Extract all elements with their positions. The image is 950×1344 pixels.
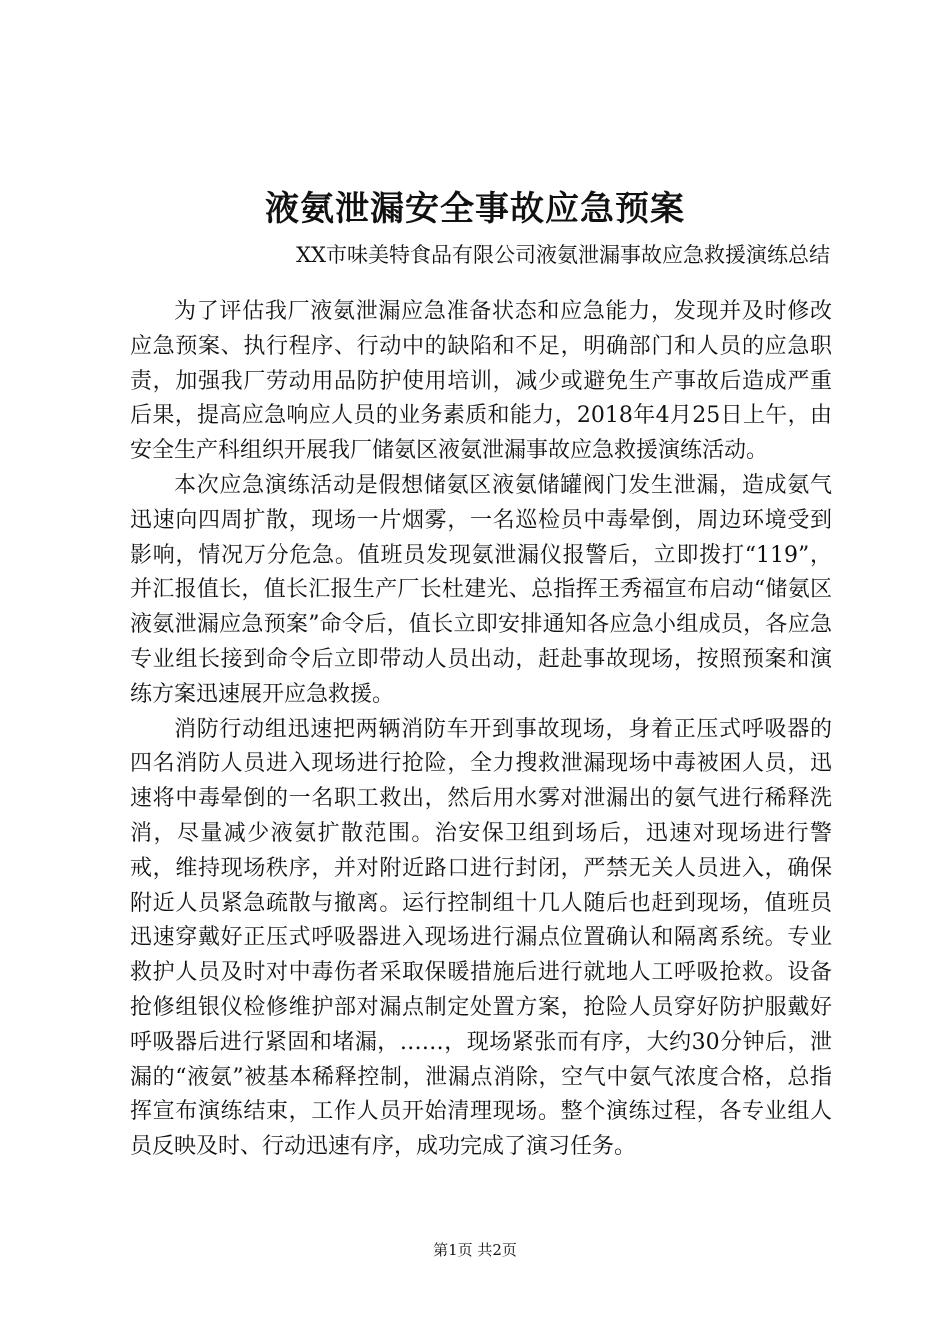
paragraph-2: 本次应急演练活动是假想储氨区液氨储罐阀门发生泄漏，造成氨气迅速向四周扩散，现场一片烟雾，一名巡检员中毒晕倒，周边环境受到影响，情况万分危急。值班员发现氨泄漏仪报警后，立即拨打“119”，并汇报值长，值长汇报生产厂长杜建光、总指挥王秀福宣布启动“储氨区液氨泄漏应急预案”命令后，值长立即安排通知各应急小组成员，各应急专业组长接到命令后立即带动人员出动，赶赴事故现场，按照预案和演练方案迅速展开应急救援。 bbox=[130, 472, 832, 707]
document-subtitle: XX市味美特食品有限公司液氨泄漏事故应急救援演练总结 bbox=[296, 243, 830, 267]
page-footer: 第1页 共2页 bbox=[433, 1241, 517, 1259]
paragraph-1: 为了评估我厂液氨泄漏应急准备状态和应急能力，发现并及时修改应急预案、执行程序、行动中的缺陷和不足，明确部门和人员的应急职责，加强我厂劳动用品防护使用培训，减少或避免生产事故后造成严重后果，提高应急响应人员的业务素质和能力，2018年4月25日上午，由安全生产科组织开展我厂储氨区液氨泄漏事故应急救援演练活动。 bbox=[130, 299, 832, 464]
document-body bbox=[130, 295, 832, 1165]
document-title: 液氨泄漏安全事故应急预案 bbox=[265, 189, 685, 229]
paragraph-3: 消防行动组迅速把两辆消防车开到事故现场，身着正压式呼吸器的四名消防人员进入现场进行抢险，全力搜救泄漏现场中毒被困人员，迅速将中毒晕倒的一名职工救出，然后用水雾对泄漏出的氨气进行稀释洗消，尽量减少液氨扩散范围。治安保卫组到场后，迅速对现场进行警戒，维持现场秩序，并对附近路口进行封闭，严禁无关人员进入，确保附近人员紧急疏散与撤离。运行控制组十几人随后也赶到现场，值班员迅速穿戴好正压式呼吸器进入现场进行漏点位置确认和隔离系统。专业救护人员及时对中毒伤者采取保暖措施后进行就地人工呼吸抢救。设备抢修组银仪检修维护部对漏点制定处置方案，抢险人员穿好防护服戴好呼吸器后进行紧固和堵漏，……，现场紧张而有序，大约30分钟后，泄漏的“液氨”被基本稀释控制，泄漏点消除，空气中氨气浓度合格，总指挥宣布演练结束，工作人员开始清理现场。整个演练过程，各专业组人员反映及时、行动迅速有序，成功完成了演习任务。 bbox=[130, 716, 832, 1160]
